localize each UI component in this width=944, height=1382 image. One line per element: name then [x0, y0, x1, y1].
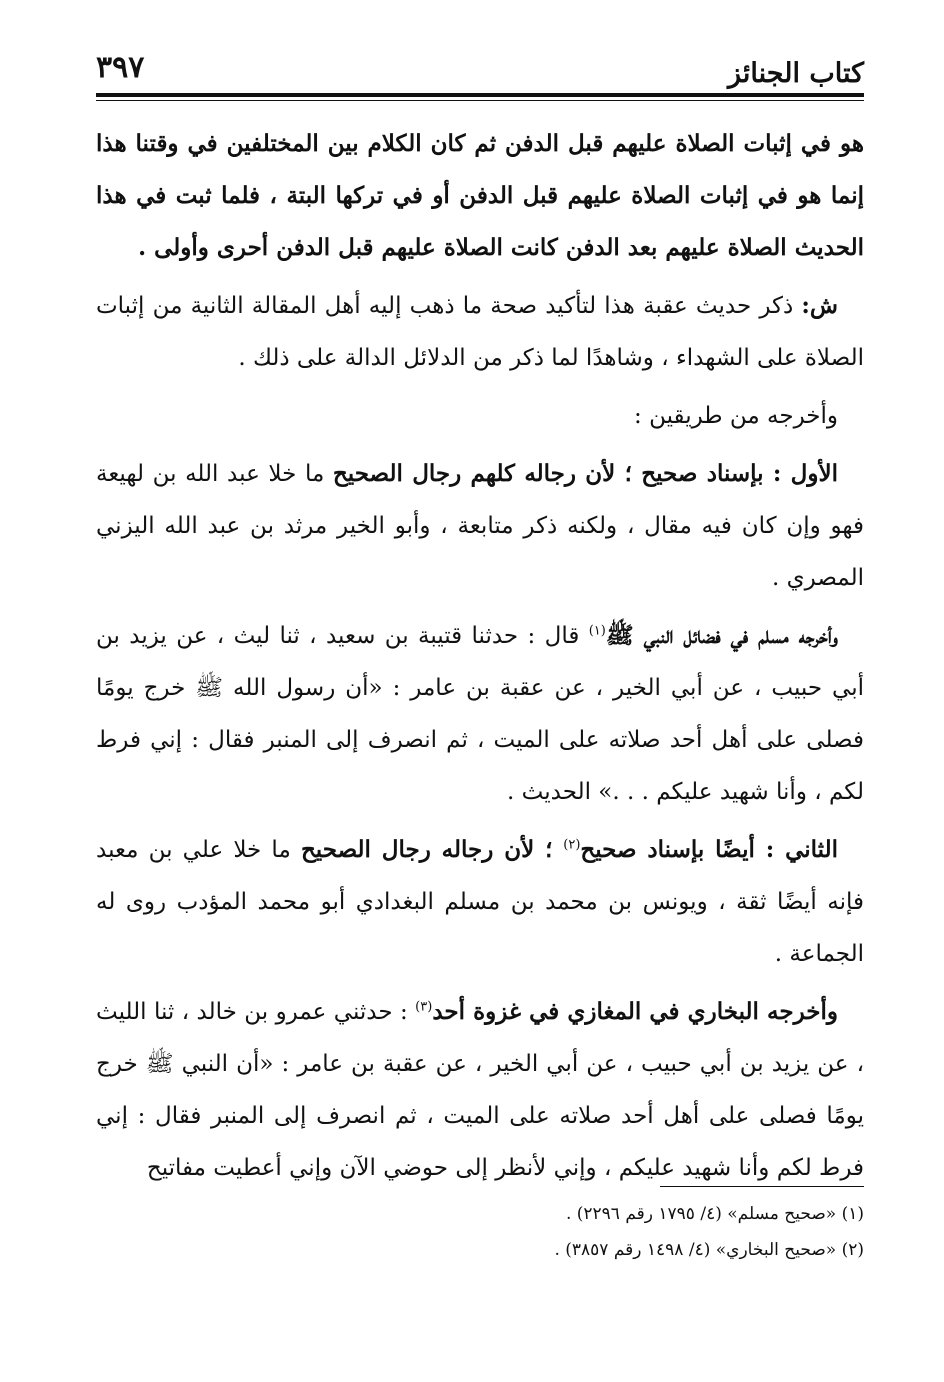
footnotes: [96, 1196, 864, 1268]
footnote-ref-2[interactable]: (٢): [563, 837, 581, 853]
second-route-heading: الثاني : أيضًا بإسناد صحيح: [580, 836, 839, 863]
paragraph-conclusion: هو في إثبات الصلاة عليهم قبل الدفن ثم كان الكلام بين المختلفين في وقتنا هذا إنما هو في إثبات الصلاة عليهم قبل الدفن أو في تركها البتة ، فلما ثبت في هذا الحديث الصلاة عليهم بعد الدفن كانت الصلاة عليهم قبل الدفن أحرى وأولى .: [96, 130, 864, 261]
page-number: ٣٩٧: [96, 50, 145, 85]
footnote-ref-3[interactable]: (٣): [415, 999, 433, 1015]
second-route-text: ما خلا علي بن معبد فإنه أيضًا ثقة ، ويونس بن محمد بن مسلم البغدادي أبو محمد المؤدب روى له الجماعة .: [96, 837, 864, 967]
first-route-heading: الأول : بإسناد صحيح ؛ لأن رجاله كلهم رجال الصحيح: [332, 460, 838, 487]
second-route-heading-cont: ؛ لأن رجاله رجال الصحيح: [300, 836, 564, 863]
bukhari-text: : حدثني عمرو بن خالد ، ثنا الليث ، عن يزيد بن أبي حبيب ، عن أبي الخير ، عن عقبة بن عامر : «أن النبي ﷺ خرج يومًا فصلى على أهل أحد صلاته على الميت ، ثم انصرف إلى المنبر فقال : إني فرط لكم وأنا شهيد عليكم ، وإني لأنظر إلى حوضي الآن وإني أعطيت مفاتيح: [96, 999, 864, 1181]
chapter-title: كتاب الجنائز: [728, 58, 864, 89]
main-text: [96, 118, 864, 1200]
paragraph-muslim: [96, 610, 864, 818]
commentary-marker: ش:: [801, 292, 838, 319]
paragraph-commentary: [96, 280, 864, 384]
bukhari-heading: وأخرجه البخاري في المغازي في غزوة أحد: [432, 998, 838, 1025]
footnote-2: (٢) «صحيح البخاري» (٤/ ١٤٩٨ رقم ٣٨٥٧) .: [554, 1240, 864, 1260]
footnote-1: (١) «صحيح مسلم» (٤/ ١٧٩٥ رقم ٢٢٩٦) .: [565, 1204, 864, 1224]
muslim-text: قال : حدثنا قتيبة بن سعيد ، ثنا ليث ، عن يزيد بن أبي حبيب ، عن أبي الخير ، عن عقبة بن عامر : «أن رسول الله ﷺ خرج يومًا فصلى على أهل أحد صلاته على الميت ، ثم انصرف إلى المنبر فقال : إني فرط لكم ، وأنا شهيد عليكم . . .» الحديث .: [96, 623, 864, 805]
paragraph-routes: وأخرجه من طريقين :: [634, 403, 838, 429]
paragraph-first-route: [96, 448, 864, 604]
footnote-ref-1[interactable]: (١): [588, 623, 606, 639]
running-header: [96, 48, 864, 90]
header-rule-thin: [96, 100, 864, 101]
footnote-separator: [660, 1186, 864, 1187]
muslim-heading: وأخرجه مسلم في فضائل النبي ﷺ: [605, 622, 838, 649]
commentary-text: ذكر حديث عقبة هذا لتأكيد صحة ما ذهب إليه أهل المقالة الثانية من إثبات الصلاة على الشهداء ، وشاهدًا لما ذكر من الدلائل الدالة على ذلك .: [96, 293, 864, 371]
first-route-text: ما خلا عبد الله بن لهيعة فهو وإن كان فيه مقال ، ولكنه ذكر متابعة ، وأبو الخير مرثد بن عبد الله اليزني المصري .: [96, 461, 864, 591]
paragraph-second-route: [96, 824, 864, 980]
header-rule: [96, 93, 864, 97]
paragraph-bukhari: [96, 986, 864, 1194]
